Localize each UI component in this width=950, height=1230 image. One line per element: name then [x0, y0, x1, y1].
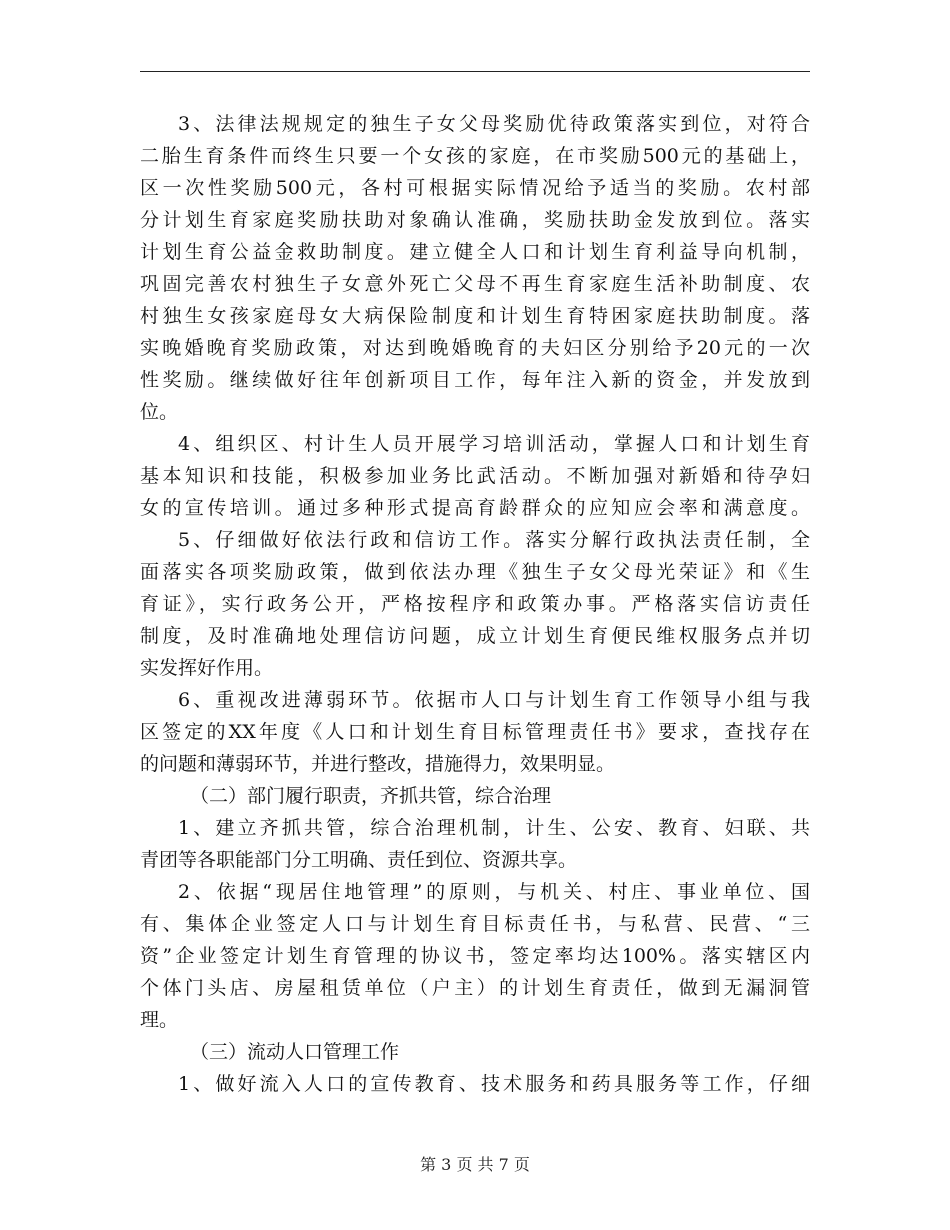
- text-line: 资”企业签定计划生育管理的协议书，签定率均达100%。落实辖区内: [140, 945, 810, 967]
- text-line: 1、做好流入人口的宣传教育、技术服务和药具服务等工作，仔细: [178, 1073, 810, 1095]
- body-text: [140, 108, 810, 1100]
- text-line: 巩固完善农村独生子女意外死亡父母不再生育家庭生活补助制度、农: [140, 273, 810, 295]
- text-line: 4、组织区、村计生人员开展学习培训活动，掌握人口和计划生育: [178, 433, 810, 455]
- text-line: 青团等各职能部门分工明确、责任到位、资源共享。: [140, 849, 578, 871]
- text-line: （三）流动人口管理工作: [190, 1041, 400, 1063]
- text-line: 实晚婚晚育奖励政策，对达到晚婚晚育的夫妇区分别给予20元的一次: [140, 337, 810, 359]
- text-line: 实发挥好作用。: [140, 657, 274, 679]
- text-line: 2、依据“现居住地管理”的原则，与机关、村庄、事业单位、国: [178, 881, 810, 903]
- text-line: 的问题和薄弱环节，并进行整改，措施得力，效果明显。: [140, 753, 616, 775]
- text-line: 村独生女孩家庭母女大病保险制度和计划生育特困家庭扶助制度。落: [140, 305, 810, 327]
- text-line: 分计划生育家庭奖励扶助对象确认准确，奖励扶助金发放到位。落实: [140, 209, 810, 231]
- header-rule: [140, 71, 810, 72]
- text-line: 女的宣传培训。通过多种形式提高育龄群众的应知应会率和满意度。: [140, 497, 810, 519]
- text-line: 性奖励。继续做好往年创新项目工作，每年注入新的资金，并发放到: [140, 369, 810, 391]
- text-line: （二）部门履行职责，齐抓共管，综合治理: [190, 785, 552, 807]
- text-line: 理。: [140, 1009, 179, 1031]
- text-line: 1、建立齐抓共管，综合治理机制，计生、公安、教育、妇联、共: [178, 817, 810, 839]
- text-line: 面落实各项奖励政策，做到依法办理《独生子女父母光荣证》和《生: [140, 561, 810, 583]
- text-line: 5、仔细做好依法行政和信访工作。落实分解行政执法责任制，全: [178, 529, 810, 551]
- text-line: 3、法律法规规定的独生子女父母奖励优待政策落实到位，对符合: [178, 113, 810, 135]
- text-line: 育证》，实行政务公开，严格按程序和政策办事。严格落实信访责任: [140, 593, 810, 615]
- text-line: 计划生育公益金救助制度。建立健全人口和计划生育利益导向机制，: [140, 241, 810, 263]
- text-line: 6、重视改进薄弱环节。依据市人口与计划生育工作领导小组与我: [178, 689, 810, 711]
- text-line: 基本知识和技能，积极参加业务比武活动。不断加强对新婚和待孕妇: [140, 465, 810, 487]
- text-line: 区一次性奖励500元，各村可根据实际情况给予适当的奖励。农村部: [140, 177, 810, 199]
- text-line: 有、集体企业签定人口与计划生育目标责任书，与私营、民营、“三: [140, 913, 810, 935]
- text-line: 二胎生育条件而终生只要一个女孩的家庭，在市奖励500元的基础上，: [140, 145, 810, 167]
- text-line: 区签定的XX年度《人口和计划生育目标管理责任书》要求，查找存在: [140, 721, 810, 743]
- text-line: 个体门头店、房屋租赁单位（户主）的计划生育责任，做到无漏洞管: [140, 977, 810, 999]
- text-line: 位。: [140, 401, 179, 423]
- text-line: 制度，及时准确地处理信访问题，成立计划生育便民维权服务点并切: [140, 625, 810, 647]
- page-footer: 第 3 页 共 7 页: [420, 1155, 530, 1174]
